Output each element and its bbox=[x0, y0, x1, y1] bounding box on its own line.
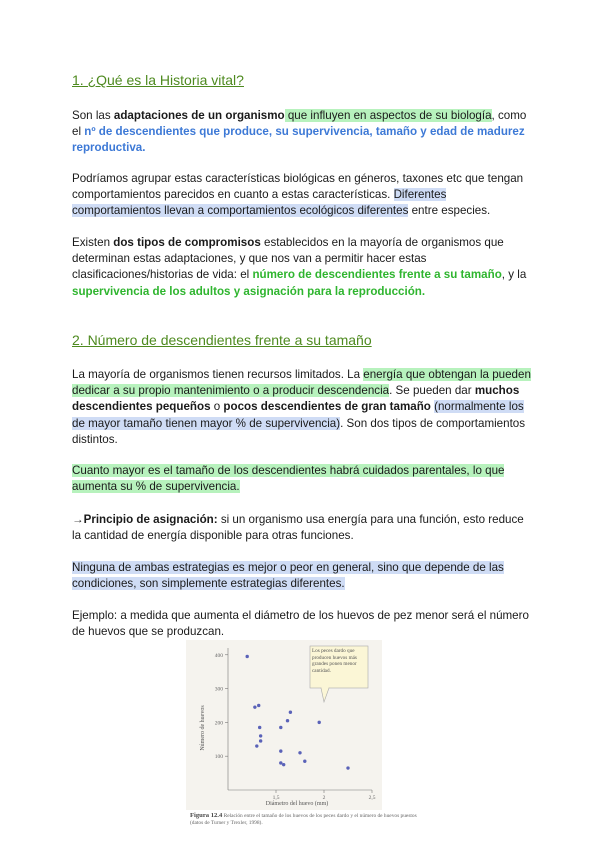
scatter-chart bbox=[186, 640, 382, 810]
section-1-paragraph-1 bbox=[72, 108, 532, 157]
scatter-figure bbox=[186, 640, 382, 840]
x-tick-label: 2,5 bbox=[368, 795, 376, 801]
section-2-paragraph-2 bbox=[72, 463, 532, 495]
section-2-paragraph-1 bbox=[72, 367, 532, 448]
text-run: , y la bbox=[501, 268, 527, 282]
data-point bbox=[298, 751, 301, 754]
x-axis-label: Diámetro del huevo (mm) bbox=[265, 801, 329, 807]
data-point bbox=[258, 726, 261, 729]
data-point bbox=[289, 711, 292, 714]
data-point bbox=[246, 655, 249, 658]
data-point bbox=[286, 719, 289, 722]
y-tick-label: 100 bbox=[214, 754, 223, 761]
data-point bbox=[253, 705, 256, 708]
text-run: entre especies. bbox=[408, 204, 491, 218]
data-point bbox=[255, 744, 258, 747]
blue-highlight: Ninguna de ambas estrategias es mejor o peor en general, sino que depende de las condiciones, son simplemente estrategias diferentes. bbox=[72, 561, 504, 591]
x-tick-label: 2 bbox=[322, 795, 326, 801]
y-tick-label: 200 bbox=[214, 720, 223, 727]
bold-run: dos tipos de compromisos bbox=[113, 236, 261, 249]
green-emphasis: supervivencia de los adultos y asignación para la reproducción. bbox=[72, 284, 426, 298]
green-highlight: energía que obtengan la pueden dedicar a su propio mantenimiento o a producir descendencia bbox=[72, 368, 531, 398]
section-2-heading: 2. Número de descendientes frente a su tamaño bbox=[72, 332, 372, 348]
text-run: . Se pueden dar bbox=[389, 384, 475, 398]
figure-caption-label: Figura 12.4 bbox=[190, 812, 223, 819]
bold-run: →Principio de asignación: bbox=[72, 513, 218, 526]
figure-caption bbox=[190, 812, 430, 827]
data-point bbox=[279, 749, 282, 752]
y-axis-label: Número de huevos bbox=[200, 705, 206, 751]
y-tick-label: 400 bbox=[214, 652, 223, 659]
data-point bbox=[279, 726, 282, 729]
bold-run: muchos descendientes pequeños bbox=[72, 384, 520, 414]
data-point bbox=[282, 763, 285, 766]
callout-text: Los peces dardo que producen huevos más grandes ponen menor cantidad. bbox=[312, 648, 357, 674]
figure-caption-text: Relación entre el tamaño de los huevos de los peces dardo y el número de huevos puestos (datos de Turner y Trexler, 1998). bbox=[190, 813, 417, 826]
text-run: Podríamos agrupar estas características biológicas en géneros, taxones etc que tengan comportamientos parecidos en cuanto a estas características. bbox=[72, 172, 524, 202]
data-point bbox=[259, 739, 262, 742]
section-2-paragraph-4 bbox=[72, 560, 532, 592]
text-run: establecidos en la mayoría de organismos que determinan estas adaptaciones, y que nos van a permitir hacer estas clasificaciones/historias de vida: el bbox=[72, 236, 504, 282]
bold-run: pocos descendientes de gran tamaño bbox=[223, 400, 431, 414]
text-run: . Son dos tipos de comportamientos distintos. bbox=[72, 416, 526, 446]
green-highlight: Cuanto mayor es el tamaño de los descendientes habrá cuidados parentales, lo que aumenta su % de supervivencia. bbox=[72, 464, 505, 494]
data-point bbox=[259, 734, 262, 737]
section-2-paragraph-5 bbox=[72, 608, 532, 640]
blue-emphasis: nº de descendientes que produce, su supervivencia, tamaño y edad de madurez reproductiva. bbox=[72, 125, 525, 155]
text-run: Ejemplo: a medida que aumenta el diámetro de los huevos de pez menor será el número de huevos que se produzcan. bbox=[72, 609, 529, 639]
text-run: Son las bbox=[72, 109, 114, 122]
y-tick-label: 300 bbox=[214, 686, 223, 693]
data-point bbox=[279, 761, 282, 764]
data-point bbox=[257, 704, 260, 707]
text-run: si un organismo usa energía para una función, esto reduce la cantidad de energía disponible para otras funciones. bbox=[72, 513, 524, 543]
blue-highlight: Diferentes comportamientos llevan a comportamientos ecológicos diferentes bbox=[72, 188, 447, 218]
text-run: o bbox=[210, 400, 224, 414]
data-point bbox=[318, 721, 321, 724]
text-run: , como el bbox=[72, 109, 527, 139]
section-1-heading: 1. ¿Qué es la Historia vital? bbox=[72, 72, 244, 88]
section-1-paragraph-2 bbox=[72, 171, 532, 220]
text-run: Existen bbox=[72, 236, 114, 249]
data-point bbox=[303, 760, 306, 763]
green-emphasis: número de descendientes frente a su tamaño bbox=[252, 268, 502, 282]
blue-highlight: (normalmente los de mayor tamaño tienen mayor % de supervivencia) bbox=[72, 400, 524, 430]
section-2-paragraph-3 bbox=[72, 512, 532, 544]
section-1-paragraph-3 bbox=[72, 235, 532, 300]
green-highlight: que influyen en aspectos de su biología bbox=[284, 109, 492, 122]
data-point bbox=[346, 766, 349, 769]
x-tick-label: 1,5 bbox=[272, 795, 280, 801]
bold-run: adaptaciones de un organismo bbox=[113, 109, 285, 122]
text-run: La mayoría de organismos tienen recursos limitados. La bbox=[72, 368, 364, 381]
